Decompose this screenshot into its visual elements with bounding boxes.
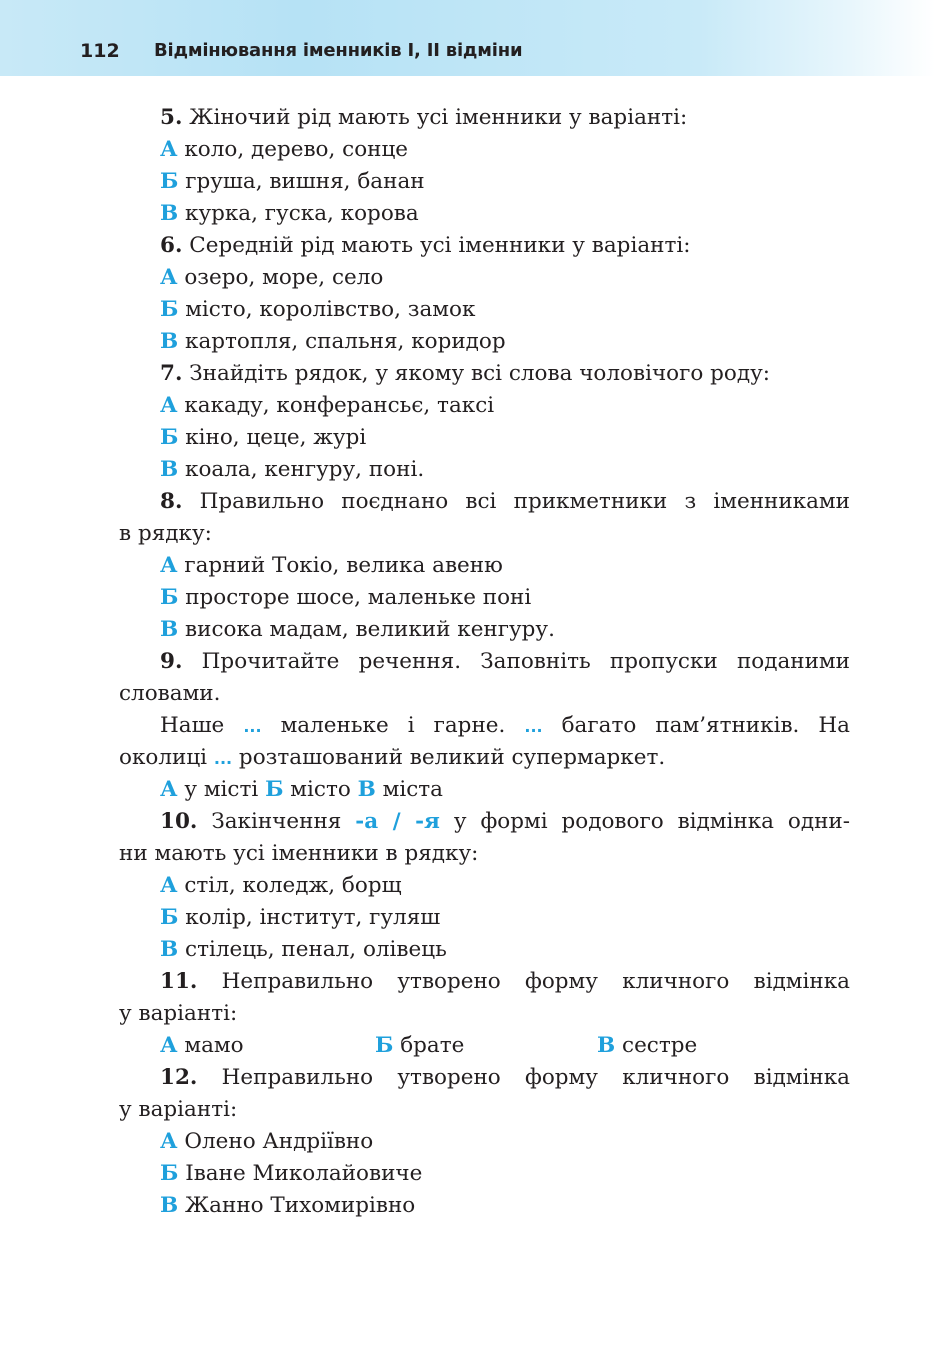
question-number: 11.: [160, 969, 198, 994]
option-text: коло, дерево, сонце: [177, 137, 409, 162]
option-b: [160, 294, 475, 326]
question-text: у формі родового відмінка одни-: [439, 809, 851, 834]
option-text: місто, королівство, замок: [178, 297, 476, 322]
question-text: Жіночий рід мають усі іменники у варіанті:: [182, 105, 688, 130]
question-text: Середній рід мають усі іменники у варіанті:: [182, 233, 691, 258]
option-a: [160, 1126, 373, 1158]
option-letter: Б: [160, 169, 179, 194]
question-7: [160, 358, 770, 390]
option-text: міста: [375, 777, 443, 802]
question-text: Неправильно утворено форму кличного відмінка: [197, 1065, 850, 1090]
option-letter: А: [160, 777, 178, 802]
sentence-text: маленьке і гарне.: [261, 713, 525, 738]
option-b: [375, 1030, 464, 1062]
option-text: мамо: [177, 1033, 244, 1058]
option-b: [160, 902, 440, 934]
question-number: 7.: [160, 361, 183, 386]
sentence-text: Наше: [160, 713, 244, 738]
option-letter: Б: [265, 777, 284, 802]
question-text: Знайдіть рядок, у якому всі слова чоловічого роду:: [182, 361, 770, 386]
option-a: [160, 134, 408, 166]
question-10: [160, 806, 850, 838]
question-number: 9.: [160, 649, 183, 674]
option-text: просторе шосе, маленьке поні: [178, 585, 532, 610]
question-8-continuation: в рядку:: [119, 521, 212, 546]
option-text: висока мадам, великий кенгуру.: [178, 617, 555, 642]
question-text: Закінчення: [197, 809, 356, 834]
question-number: 5.: [160, 105, 183, 130]
option-text: брате: [393, 1033, 465, 1058]
option-text: стіл, коледж, борщ: [177, 873, 402, 898]
option-letter: В: [160, 201, 179, 226]
page-number: 112: [80, 40, 120, 62]
option-c: [597, 1030, 697, 1062]
option-c: [160, 1190, 415, 1222]
option-a: [160, 390, 494, 422]
option-b: [160, 1158, 422, 1190]
option-letter: Б: [160, 1161, 179, 1186]
option-letter: А: [160, 393, 178, 418]
option-letter: А: [160, 137, 178, 162]
option-letter: Б: [160, 297, 179, 322]
blank-marker: ...: [213, 749, 233, 768]
exercise-sentence: [160, 710, 850, 743]
option-b: [160, 166, 425, 198]
sentence-text: околиці: [119, 745, 214, 770]
question-number: 10.: [160, 809, 198, 834]
question-number: 6.: [160, 233, 183, 258]
option-text: Жанно Тихомирівно: [178, 1193, 416, 1218]
sentence-text: розташований великий супермаркет.: [232, 745, 666, 770]
option-text: у місті: [177, 777, 266, 802]
question-9-continuation: словами.: [119, 681, 221, 706]
option-letter: А: [160, 873, 178, 898]
ending-highlight: -а / -я: [355, 809, 440, 834]
option-text: курка, гуска, корова: [178, 201, 419, 226]
option-a: [160, 550, 503, 582]
option-a: [160, 870, 402, 902]
option-text: колір, інститут, гуляш: [178, 905, 441, 930]
option-text: картопля, спальня, коридор: [178, 329, 506, 354]
option-c: [160, 454, 424, 486]
blank-marker: ...: [524, 717, 543, 736]
question-5: [160, 102, 687, 134]
option-letter: Б: [160, 905, 179, 930]
option-text: груша, вишня, банан: [178, 169, 425, 194]
option-text: гарний Токіо, велика авеню: [177, 553, 503, 578]
option-c: [160, 614, 555, 646]
option-letter: А: [160, 1033, 178, 1058]
question-text: Правильно поєднано всі прикметники з іменниками: [182, 489, 850, 514]
question-9: [160, 646, 850, 678]
question-11: [160, 966, 850, 998]
option-letter: Б: [375, 1033, 394, 1058]
question-text: Неправильно утворено форму кличного відмінка: [197, 969, 850, 994]
blank-marker: ...: [243, 717, 262, 736]
question-number: 8.: [160, 489, 183, 514]
question-10-continuation: ни мають усі іменники в рядку:: [119, 841, 479, 866]
question-6: [160, 230, 691, 262]
question-12: [160, 1062, 850, 1094]
page-header: [0, 0, 935, 76]
question-12-continuation: у варіанті:: [119, 1097, 238, 1122]
option-letter: В: [160, 457, 179, 482]
option-letter: В: [160, 329, 179, 354]
option-c: [160, 326, 506, 358]
sentence-text: багато пам’ятників. На: [542, 713, 850, 738]
option-letter: А: [160, 553, 178, 578]
option-text: озеро, море, село: [177, 265, 384, 290]
option-letter: В: [357, 777, 376, 802]
options-row: [160, 774, 443, 806]
option-b: [160, 582, 531, 614]
option-text: кіно, цеце, журі: [178, 425, 367, 450]
option-letter: А: [160, 265, 178, 290]
option-text: какаду, конферансьє, таксі: [177, 393, 495, 418]
running-title: Відмінювання іменників І, ІІ відміни: [154, 40, 523, 61]
option-letter: В: [160, 617, 179, 642]
question-11-continuation: у варіанті:: [119, 1001, 238, 1026]
option-c: [160, 198, 419, 230]
question-8: [160, 486, 850, 518]
option-text: коала, кенгуру, поні.: [178, 457, 425, 482]
question-number: 12.: [160, 1065, 198, 1090]
option-text: стілець, пенал, олівець: [178, 937, 447, 962]
option-letter: Б: [160, 425, 179, 450]
option-letter: В: [597, 1033, 616, 1058]
exercise-sentence-continuation: [119, 742, 665, 775]
option-text: Іване Миколайовиче: [178, 1161, 423, 1186]
option-letter: А: [160, 1129, 178, 1154]
option-letter: Б: [160, 585, 179, 610]
option-text: місто: [283, 777, 358, 802]
option-a: [160, 262, 383, 294]
option-text: Олено Андріївно: [177, 1129, 374, 1154]
option-letter: В: [160, 937, 179, 962]
option-b: [160, 422, 366, 454]
option-c: [160, 934, 447, 966]
option-letter: В: [160, 1193, 179, 1218]
option-text: сестре: [615, 1033, 698, 1058]
question-text: Прочитайте речення. Заповніть пропуски поданими: [182, 649, 850, 674]
option-a: [160, 1030, 244, 1062]
